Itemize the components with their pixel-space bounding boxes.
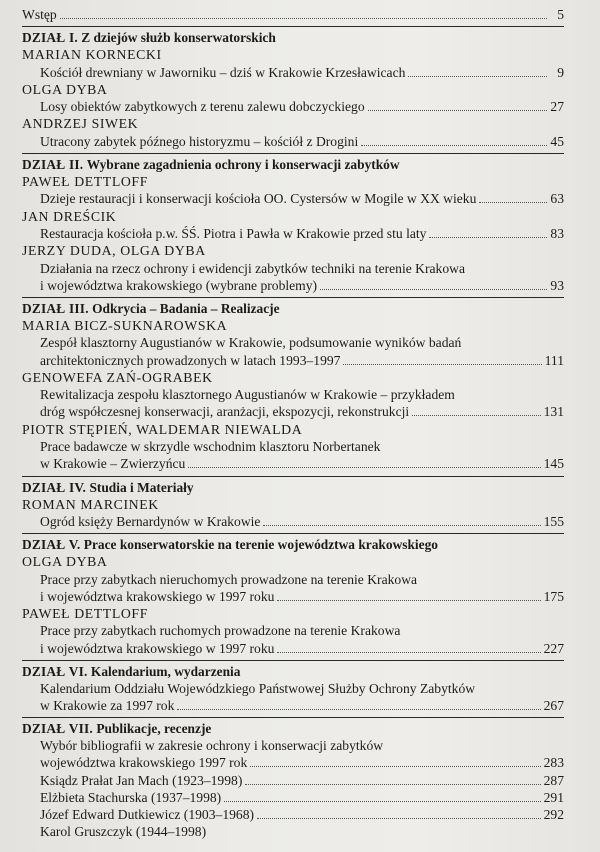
entry-title: Elżbieta Stachurska (1937–1998) [40, 789, 222, 805]
toc-entry [22, 98, 564, 115]
entry-line [22, 190, 564, 207]
section-number: DZIAŁ VII. [22, 721, 93, 737]
entry-line [22, 513, 564, 530]
toc-entry [22, 737, 564, 771]
author-name: JERZY DUDA, OLGA DYBA [22, 243, 206, 259]
toc-entry [22, 571, 564, 605]
entry-line [22, 806, 564, 823]
entry-line [22, 403, 564, 420]
section-heading [22, 29, 564, 46]
page-number: 291 [543, 789, 564, 805]
author-name: OLGA DYBA [22, 554, 108, 570]
page-number: 27 [550, 99, 564, 115]
dot-leader [177, 708, 540, 710]
section-number: DZIAŁ VI. [22, 663, 88, 679]
toc-section [22, 533, 564, 657]
section-heading [22, 720, 564, 737]
entry-line [22, 352, 564, 369]
dot-leader [224, 800, 540, 802]
entry-title: Restauracja kościoła p.w. ŚŚ. Piotra i Pawła w Krakowie przed stu laty [40, 226, 427, 242]
page-number: 155 [543, 513, 564, 529]
entry-line [22, 64, 564, 81]
toc-entry [22, 133, 564, 150]
entry-title-line: Działania na rzecz ochrony i ewidencji zabytków techniki na terenie Krakowa [40, 260, 465, 276]
entry-title: Ogród księży Bernardynów w Krakowie [40, 513, 261, 529]
entry-title: w Krakowie za 1997 rok [40, 697, 175, 713]
section-heading [22, 300, 564, 317]
page-number: 287 [543, 772, 564, 788]
page-number: 63 [550, 191, 564, 207]
entry-line [22, 823, 564, 840]
author-name: PAWEŁ DETTLOFF [22, 605, 148, 621]
toc-entry [22, 438, 564, 472]
section-title: Z dziejów służb konserwatorskich [81, 30, 276, 46]
section-title: Kalendarium, wydarzenia [90, 663, 241, 679]
section-title: Prace konserwatorskie na terenie województwa krakowskiego [83, 537, 438, 553]
page-number: 131 [543, 404, 564, 420]
toc-entry [22, 622, 564, 656]
toc-entry [22, 64, 564, 81]
entry-title-line: Wybór bibliografii w zakresie ochrony i konserwacji zabytków [40, 738, 384, 754]
section-title: Odkrycia – Badania – Realizacje [92, 301, 280, 317]
dot-leader [263, 524, 540, 526]
entry-title: Dzieje restauracji i konserwacji kościoła OO. Cystersów w Mogile w XX wieku [40, 191, 477, 207]
page-number: 111 [544, 352, 564, 368]
toc-section [22, 476, 564, 531]
entry-title: województwa krakowskiego 1997 rok [40, 755, 248, 771]
toc-section [22, 26, 564, 150]
section-heading [22, 479, 564, 496]
entry-title: i województwa krakowskiego w 1997 roku [40, 588, 275, 604]
toc-entry [22, 513, 564, 530]
dot-leader [368, 109, 547, 111]
dot-leader [277, 651, 540, 653]
page-number: 83 [550, 226, 564, 242]
entry-title-line: Prace badawcze w skrzydle wschodnim klasztoru Norbertanek [40, 439, 381, 455]
page-number: 9 [557, 64, 564, 80]
entry-title: w Krakowie – Zwierzyńcu [40, 456, 186, 472]
entry-title-line: Prace przy zabytkach nieruchomych prowadzone na terenie Krakowa [40, 571, 418, 587]
section-heading [22, 663, 564, 680]
dot-leader [412, 414, 540, 416]
toc-entry [22, 260, 564, 294]
author-name: ANDRZEJ SIWEK [22, 116, 139, 132]
page-number: 145 [543, 456, 564, 472]
dot-leader [343, 363, 541, 365]
entry-title: Józef Edward Dutkiewicz (1903–1968) [40, 806, 255, 822]
toc-entry [22, 806, 564, 823]
entry-title: i województwa krakowskiego (wybrane problemy) [40, 277, 318, 293]
author-name: PAWEŁ DETTLOFF [22, 174, 148, 190]
dot-leader [429, 236, 547, 238]
entry-title-line: Kalendarium Oddziału Wojewódzkiego Państwowej Służby Ochrony Zabytków [40, 680, 476, 696]
author-name: OLGA DYBA [22, 81, 108, 97]
section-number: DZIAŁ II. [22, 157, 84, 173]
author-name: JAN DREŚCIK [22, 208, 117, 224]
toc-section [22, 660, 564, 714]
author-name: MARIA BICZ-SUKNAROWSKA [22, 318, 228, 334]
entry-title: architektonicznych prowadzonych w latach 1993–1997 [40, 352, 341, 368]
page-number: 283 [543, 755, 564, 771]
toc-entry-intro [22, 6, 564, 23]
toc-entry [22, 225, 564, 242]
author-name: ROMAN MARCINEK [22, 496, 159, 512]
section-heading [22, 156, 564, 173]
dot-leader [60, 17, 547, 19]
toc-entry [22, 334, 564, 368]
page-number: 45 [550, 133, 564, 149]
section-title: Wybrane zagadnienia ochrony i konserwacji zabytków [86, 157, 400, 173]
toc-section [22, 153, 564, 294]
toc-section [22, 717, 564, 840]
page-number: 175 [543, 588, 564, 604]
entry-line [22, 772, 564, 789]
entry-title: Kościół drewniany w Jaworniku – dziś w Krakowie Krzesławicach [40, 64, 406, 80]
dot-leader [245, 783, 540, 785]
page-number: 93 [550, 277, 564, 293]
page-number: 227 [543, 640, 564, 656]
entry-title: i województwa krakowskiego w 1997 roku [40, 640, 275, 656]
toc-entry [22, 386, 564, 420]
section-heading [22, 536, 564, 553]
dot-leader [361, 144, 547, 146]
section-number: DZIAŁ III. [22, 301, 89, 317]
section-number: DZIAŁ I. [22, 30, 78, 46]
entry-line [22, 133, 564, 150]
intro-page: 5 [557, 7, 564, 22]
table-of-contents [22, 6, 564, 840]
section-number: DZIAŁ IV. [22, 479, 87, 495]
dot-leader [188, 466, 540, 468]
entry-line [22, 225, 564, 242]
author-name: GENOWEFA ZAŃ-OGRABEK [22, 369, 213, 385]
entry-title-line: Rewitalizacja zespołu klasztornego Augustianów w Krakowie – przykładem [40, 387, 455, 403]
entry-title: Utracony zabytek późnego historyzmu – kościół z Drogini [40, 133, 359, 149]
entry-title: Ksiądz Prałat Jan Mach (1923–1998) [40, 772, 243, 788]
entry-title-line: Zespół klasztorny Augustianów w Krakowie, podsumowanie wyników badań [40, 335, 462, 351]
section-number: DZIAŁ V. [22, 537, 81, 553]
author-name: PIOTR STĘPIEŃ, WALDEMAR NIEWALDA [22, 421, 303, 437]
entry-line [22, 789, 564, 806]
toc-entry [22, 190, 564, 207]
dot-leader [257, 817, 541, 819]
section-title: Publikacje, recenzje [96, 721, 212, 737]
dot-leader [408, 75, 547, 77]
page-number: 292 [543, 806, 564, 822]
toc-entry [22, 789, 564, 806]
dot-leader [250, 765, 540, 767]
page-number: 267 [543, 697, 564, 713]
entry-line [22, 455, 564, 472]
dot-leader [479, 201, 547, 203]
toc-entry [22, 772, 564, 789]
entry-line [22, 588, 564, 605]
author-name: MARIAN KORNECKI [22, 47, 162, 63]
dot-leader [320, 288, 547, 290]
toc-entry [22, 680, 564, 714]
entry-line [22, 98, 564, 115]
sections-container [22, 26, 564, 840]
toc-entry [22, 823, 564, 840]
toc-section [22, 297, 564, 472]
entry-line [22, 754, 564, 771]
entry-line [22, 697, 564, 714]
entry-line [22, 640, 564, 657]
section-title: Studia i Materiały [89, 479, 194, 495]
entry-title-line: Prace przy zabytkach ruchomych prowadzone na terenie Krakowa [40, 623, 401, 639]
entry-title: Losy obiektów zabytkowych z terenu zalewu dobczyckiego [40, 99, 365, 115]
intro-title: Wstęp [22, 7, 57, 22]
entry-title: dróg współczesnej konserwacji, aranżacji, ekspozycji, rekonstrukcji [40, 404, 410, 420]
entry-line [22, 277, 564, 294]
entry-title: Karol Gruszczyk (1944–1998) [40, 824, 207, 840]
dot-leader [277, 599, 540, 601]
